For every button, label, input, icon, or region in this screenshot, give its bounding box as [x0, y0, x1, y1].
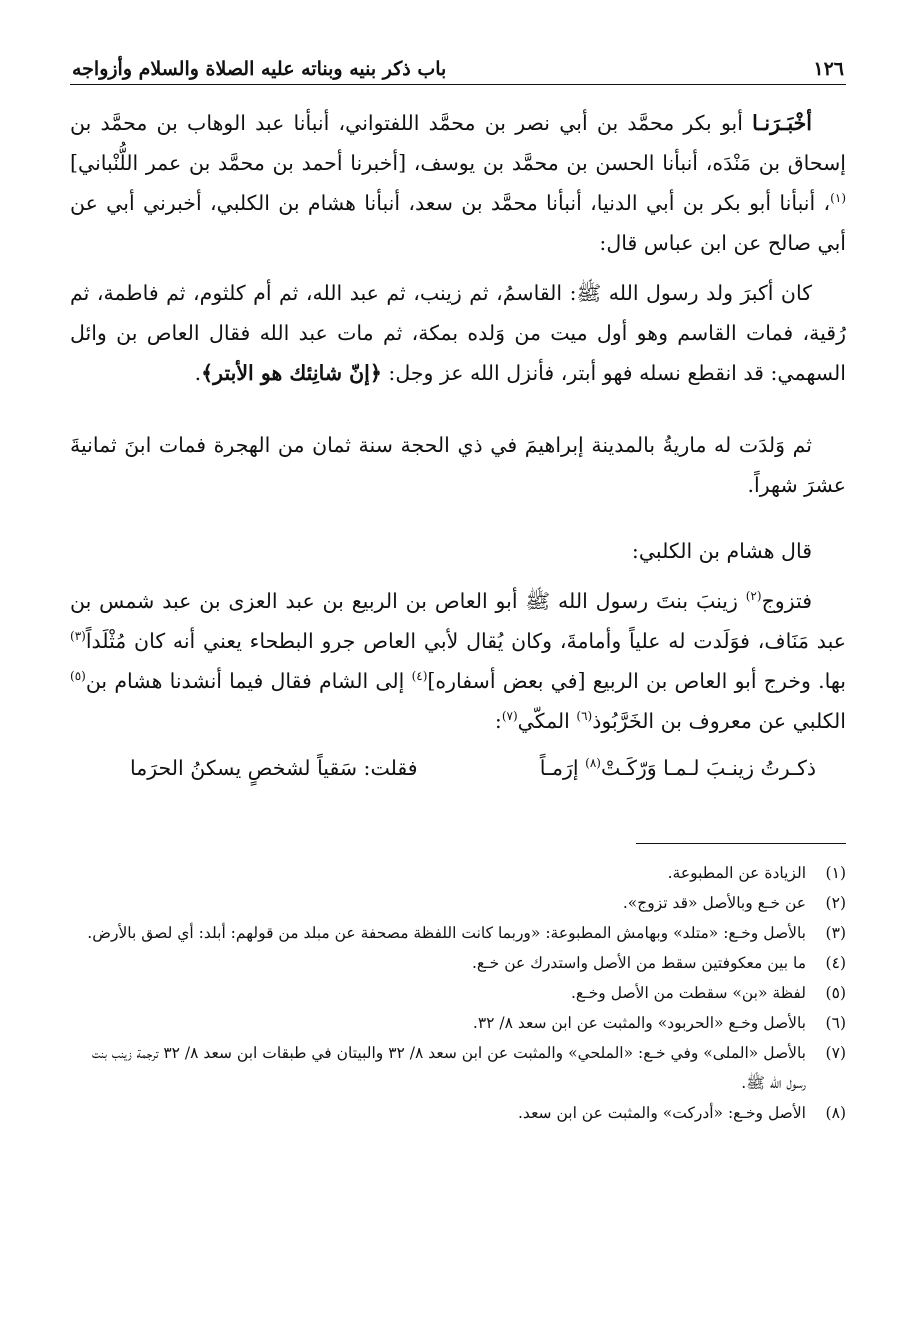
footnote-ref-5: (٥) [70, 669, 86, 684]
paragraph-5 [70, 581, 846, 741]
footnote-item [70, 1038, 846, 1098]
footnote-number: (٦) [825, 1014, 846, 1032]
paragraph-4-text: قال هشام بن الكلبي: [631, 539, 812, 563]
poem-hemistich-1-b: إرَمـاً [539, 756, 586, 780]
footnote-item [70, 918, 846, 948]
footnote-text: عن خـع وبالأصل «قد تزوج». [622, 894, 806, 912]
paragraph-5-text-f: المكّي [517, 709, 577, 733]
footnote-number: (٤) [825, 954, 846, 972]
footnote-ref-7: (٧) [501, 709, 518, 724]
footnote-item [70, 948, 846, 978]
footnote-text: بالأصل «الملى» وفي خـع: «الملحي» والمثبت عن ابن سعد ٨/ ٣٢ والبيتان في طبقات ابن سعد ٨/ ٣٢ ترجمة زينب بنت رسول الله ﷺ. [91, 1044, 806, 1092]
paragraph-4 [70, 531, 846, 571]
footnote-ref-8: (٨) [585, 756, 601, 771]
paragraph-3 [70, 425, 846, 505]
running-title: باب ذكر بنيه وبناته عليه الصلاة والسلام وأزواجه [72, 58, 447, 80]
footnote-ref-3: (٣) [70, 629, 86, 644]
paragraph-2-end: . [194, 361, 202, 385]
paragraph-1-text-b: ، أنبأنا أبو بكر بن أبي الدنيا، أنبأنا محمَّد بن سعد، أنبأنا هشام بن الكلبي، أخبرني أبي عن أبي صالح عن ابن عباس قال: [70, 191, 846, 255]
footnote-ref-6: (٦) [576, 709, 593, 724]
footnote-item [70, 888, 846, 918]
paragraph-5-text-c: بها. وخرج أبو العاص بن الربيع [في بعض أسفاره] [427, 669, 847, 693]
footnote-item [70, 1008, 846, 1038]
paragraph-5-text-a: فتزوج [761, 589, 812, 613]
poem-hemistich-2: فقلت: سَقياً لشخصٍ يسكنُ الحرَما [130, 756, 418, 780]
footnote-number: (١) [825, 864, 846, 882]
footnote-ref-2: (٢) [745, 589, 762, 604]
paragraph-1 [70, 103, 846, 263]
footnote-number: (٥) [825, 984, 846, 1002]
paragraph-5-text-g: : [494, 709, 502, 733]
paragraph-5-text-b: زينبَ بنتَ رسول الله ﷺ أبو العاص بن الربيع بن عبد العزى بن عبد شمس بن عبد مَنَاف، فوَلَدت له علياً وأمامةَ، وكان يُقال لأبي العاص جرو البطحاء يعني أنه كان مُثْلَداً [70, 589, 846, 653]
footnotes [70, 858, 846, 1128]
main-text [70, 103, 846, 741]
poem-verse [70, 749, 846, 787]
footnote-number: (٢) [825, 894, 846, 912]
poem-hemistich-1-a: ذكـرتُ زينـبَ لـمـا وَرّكَـتْ [600, 756, 816, 780]
paragraph-5-text-d: إلى الشام فقال فيما أنشدنا هشام بن [85, 669, 412, 693]
footnote-number: (٣) [825, 924, 846, 942]
footnote-text: لفظة «بن» سقطت من الأصل وخـع. [571, 984, 806, 1002]
paragraph-3-text: ثم وَلدَت له ماريةُ بالمدينة إبراهيمَ في ذي الحجة سنة ثمان من الهجرة فمات ابنَ ثمانيةَ عشرَ شهراً. [70, 433, 846, 497]
paragraph-5-text-e: الكلبي عن معروف بن الخَرَّبُوذ [592, 709, 846, 733]
footnote-text: ما بين معكوفتين سقط من الأصل واستدرك عن خـع. [471, 954, 806, 972]
footnote-item [70, 978, 846, 1008]
footnote-separator [636, 843, 846, 844]
header-rule [70, 84, 846, 85]
footnote-text: الزيادة عن المطبوعة. [667, 864, 806, 882]
paragraph-2-text: كان أكبرَ ولد رسول الله ﷺ: القاسمُ، ثم زينب، ثم عبد الله، ثم أم كلثوم، ثم فاطمة، ثم رُقية، فمات القاسم وهو أول ميت من وَلده بمكة، ثم مات عبد الله فقال العاص بن وائل السهمي: قد انقطع نسله فهو أبتر، فأنزل الله عز وجل: [70, 281, 846, 385]
footnote-item [70, 858, 846, 888]
quran-verse: ﴿إنّ شانِئك هو الأبتر﴾ [201, 361, 382, 385]
footnote-ref-1: (١) [830, 191, 846, 206]
footnote-text: الأصل وخـع: «أدركت» والمثبت عن ابن سعد. [518, 1104, 806, 1122]
page-header [70, 58, 846, 84]
poem-hemistich-1 [540, 749, 816, 787]
narration-lead: أخْبَـرَنـا [752, 111, 813, 135]
footnote-ref-4: (٤) [411, 669, 428, 684]
paragraph-1-text: أبو بكر محمَّد بن أبي نصر بن محمَّد اللفتواني، أنبأنا عبد الوهاب بن محمَّد بن إسحاق بن مَنْدَه، أنبأنا الحسن بن محمَّد بن يوسف، [أخبرنا أحمد بن محمَّد بن عمر اللُّنْباني] [70, 111, 846, 175]
footnote-number: (٨) [825, 1104, 846, 1122]
footnote-text: بالأصل وخـع «الحربود» والمثبت عن ابن سعد ٨/ ٣٢. [472, 1014, 806, 1032]
footnote-item [70, 1098, 846, 1128]
footnote-text: بالأصل وخـع: «متلد» وبهامش المطبوعة: «وربما كانت اللفظة مصحفة عن مبلد من قولهم: أبلد: أي لصق بالأرض. [87, 924, 806, 942]
page-number: ١٢٦ [813, 58, 844, 80]
paragraph-2 [70, 273, 846, 393]
footnote-number: (٧) [825, 1044, 846, 1062]
